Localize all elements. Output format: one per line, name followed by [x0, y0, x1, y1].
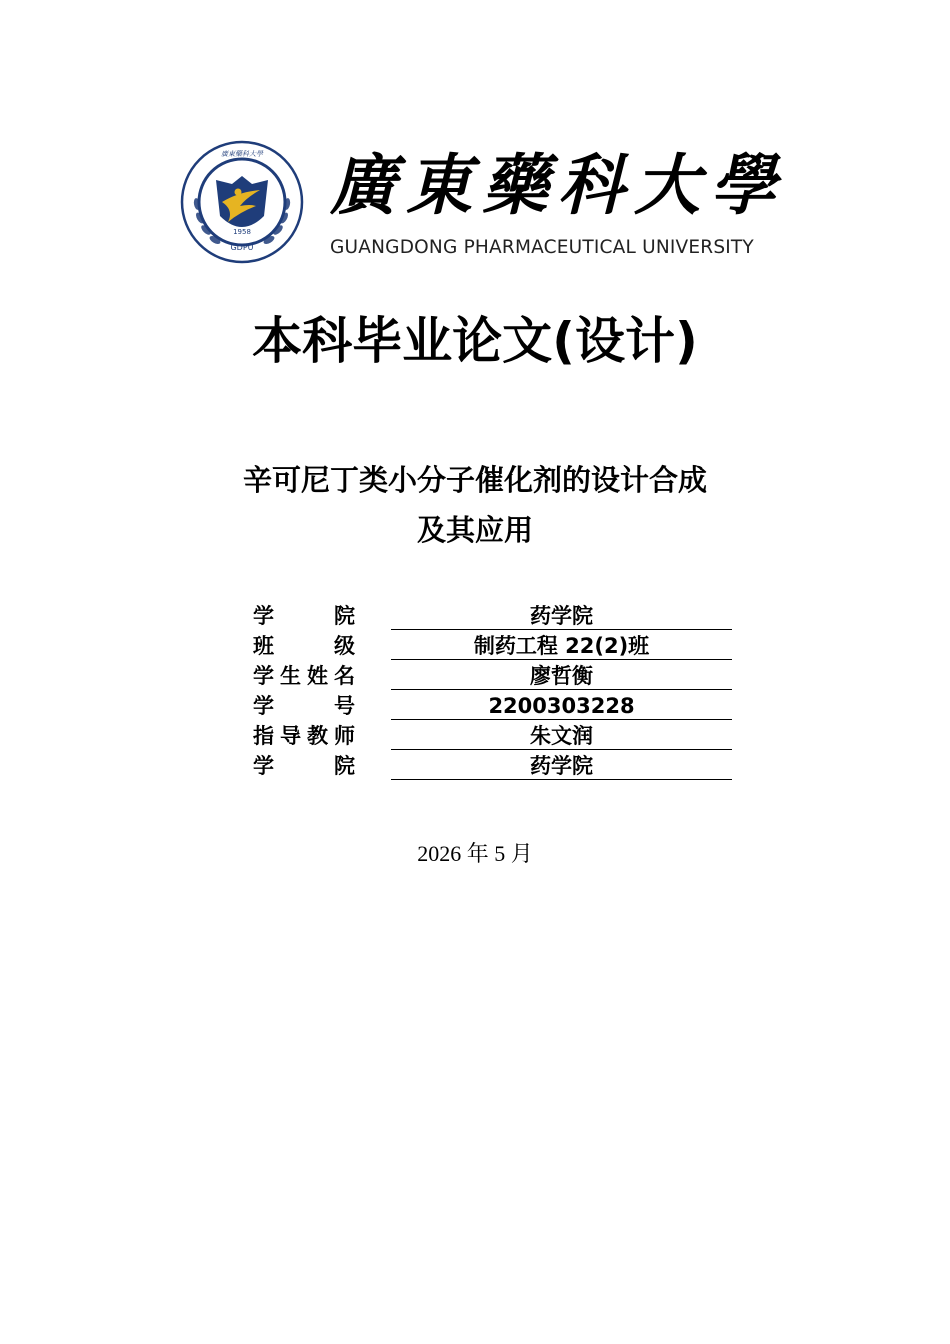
university-emblem-icon [180, 140, 304, 264]
university-name-en: GUANGDONG PHARMACEUTICAL UNIVERSITY [330, 237, 754, 258]
submission-date: 2026 年 5 月 [417, 841, 533, 866]
info-row-college [253, 601, 733, 631]
university-name-cn: 廣東藥科大學 [330, 146, 786, 224]
emblem-arc-text: 廣東藥科大學 [221, 150, 263, 158]
student-info-table [253, 601, 733, 781]
info-value: 药学院 [391, 601, 732, 630]
info-label: 学院 [253, 604, 355, 628]
thesis-title-line-1: 辛可尼丁类小分子催化剂的设计合成 [242, 463, 707, 497]
emblem-abbr: GDPU [230, 243, 254, 252]
info-row-student-id [253, 691, 733, 721]
info-row-student-name [253, 661, 733, 691]
emblem-year: 1958 [233, 228, 251, 236]
document-type-title: 本科毕业论文(设计) [252, 312, 698, 370]
info-value: 2200303228 [391, 691, 732, 720]
info-label: 学院 [253, 754, 355, 778]
info-value: 廖哲衡 [391, 661, 732, 690]
info-label: 学号 [253, 694, 355, 718]
thesis-title [0, 455, 950, 555]
info-label: 班级 [253, 634, 355, 658]
info-label: 指导教师 [253, 724, 355, 748]
info-label: 学生姓名 [253, 664, 355, 688]
info-row-supervisor [253, 721, 733, 751]
info-value: 药学院 [391, 751, 732, 780]
university-header [180, 140, 786, 265]
thesis-title-line-2: 及其应用 [416, 513, 533, 547]
info-value: 朱文润 [391, 721, 732, 750]
info-value: 制药工程 22(2)班 [391, 631, 732, 660]
info-row-college-2 [253, 751, 733, 781]
info-row-class [253, 631, 733, 661]
